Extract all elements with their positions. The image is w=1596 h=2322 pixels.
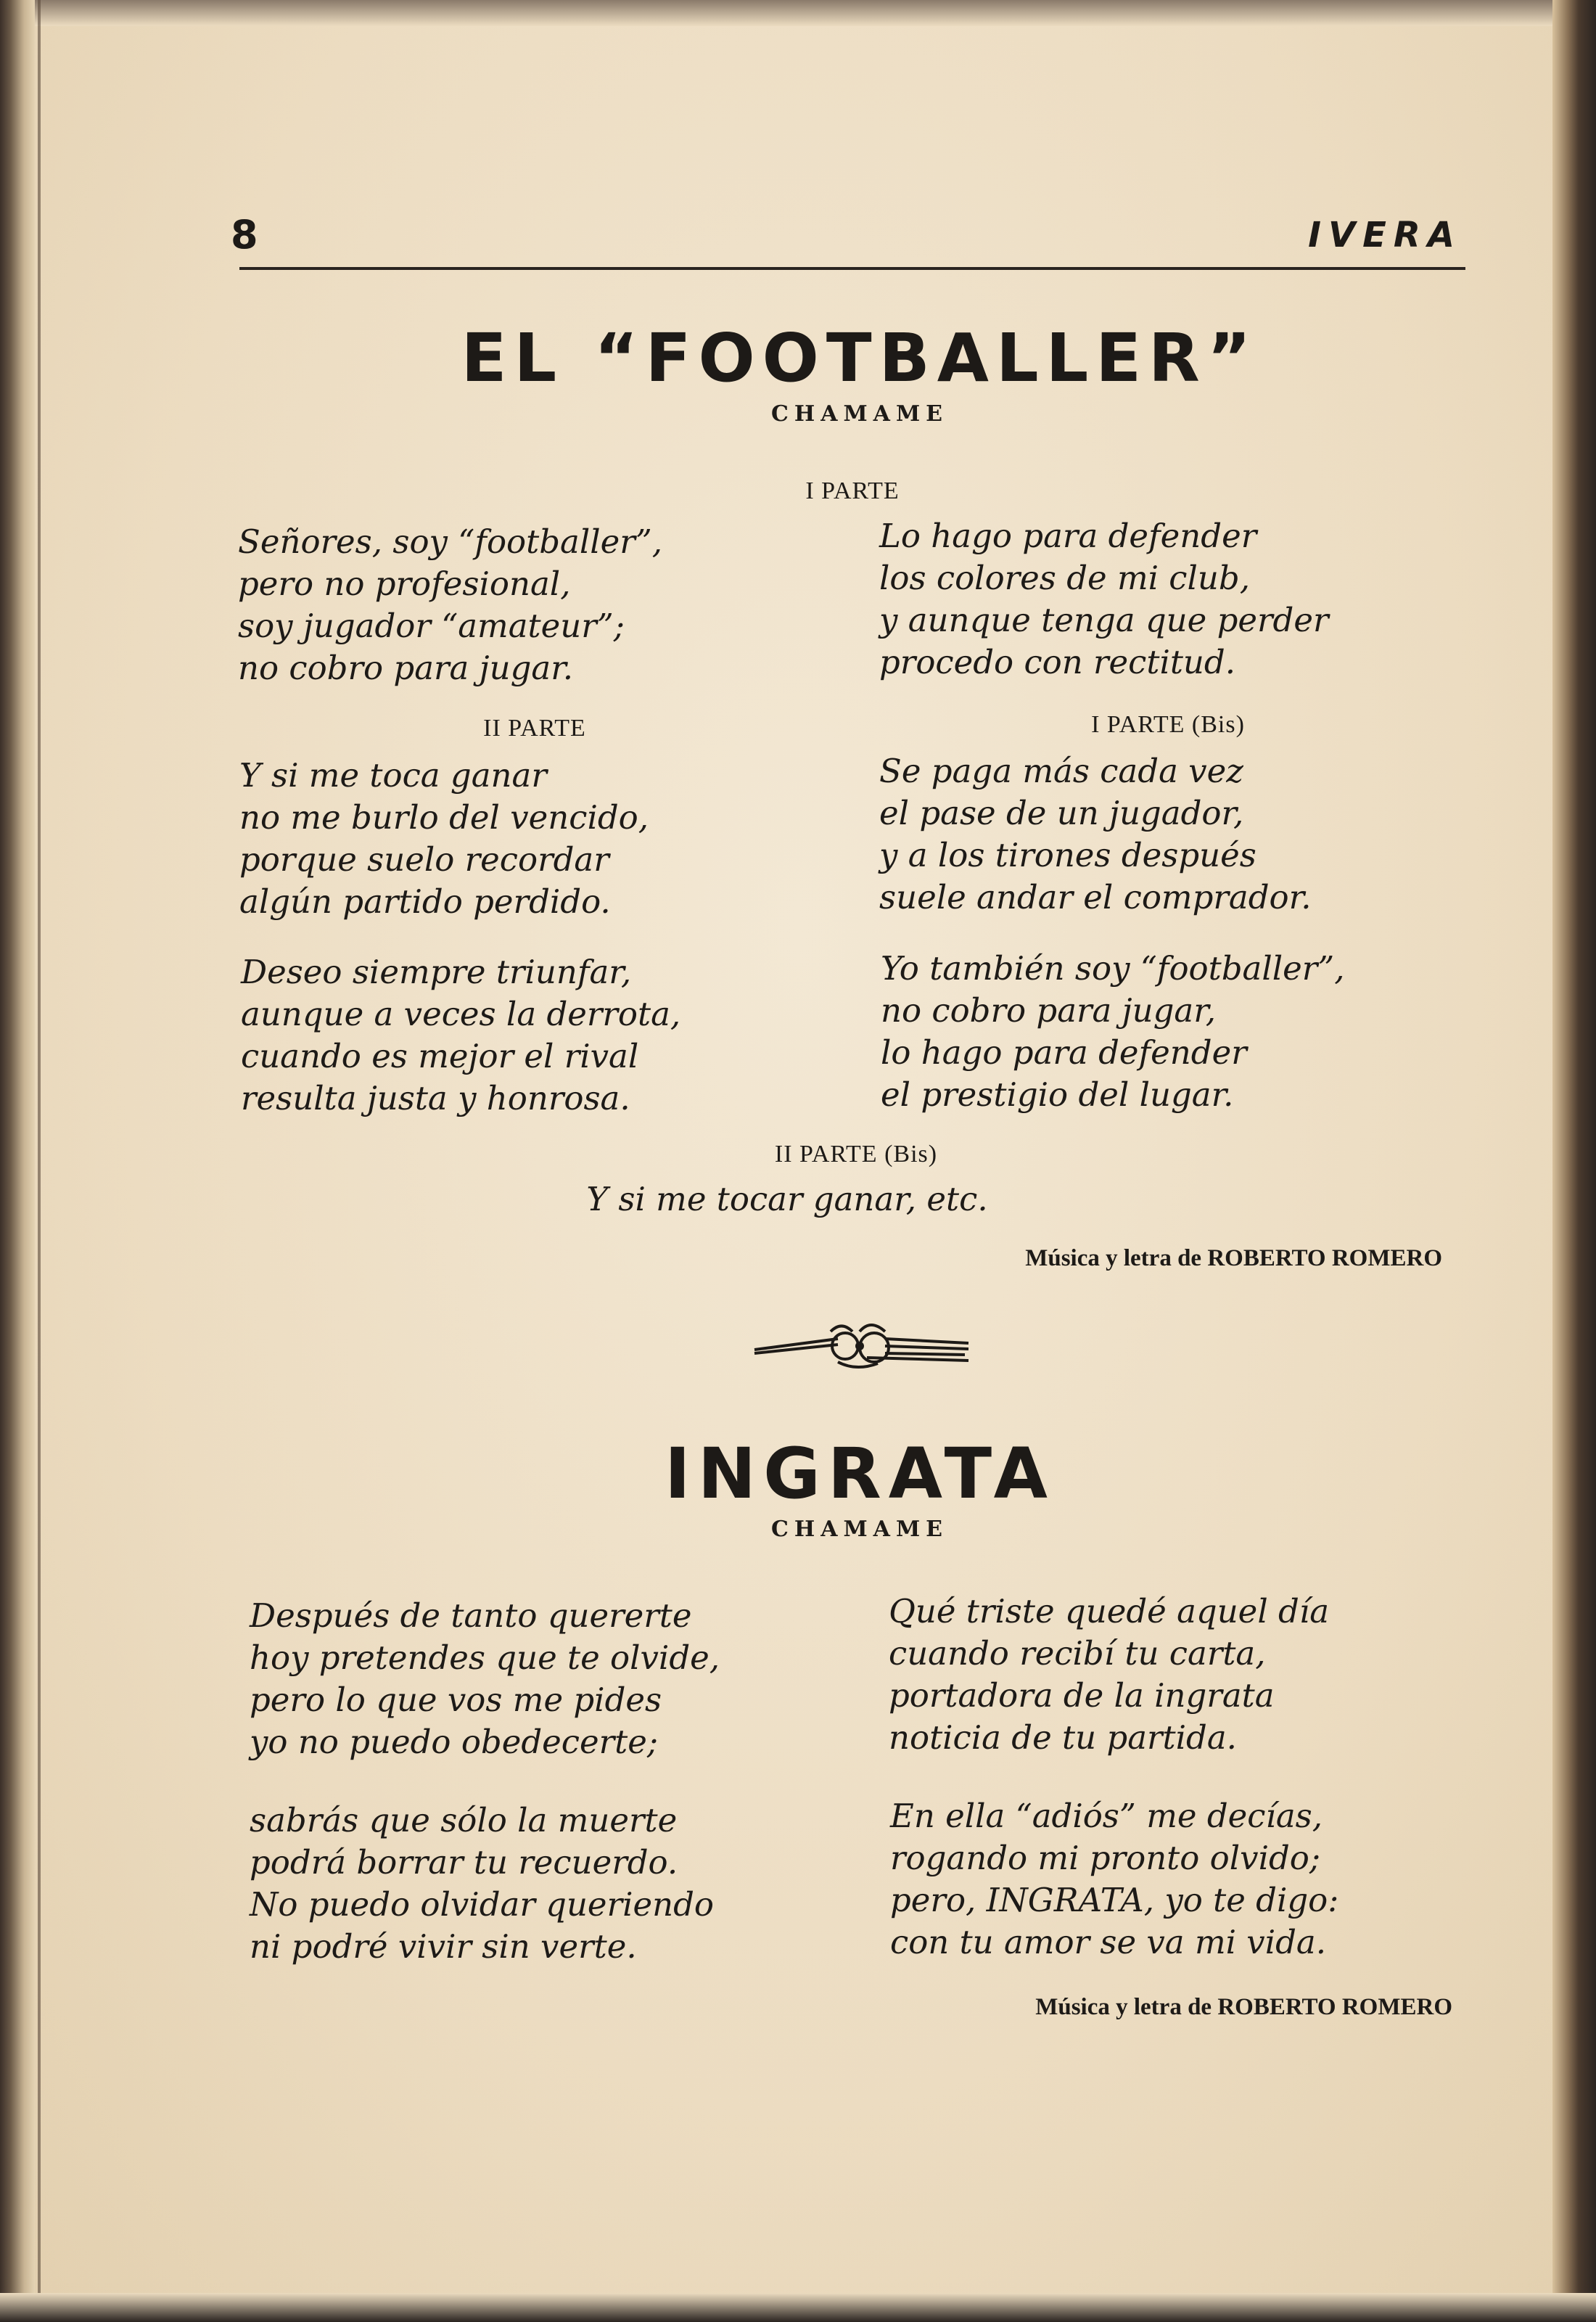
lyric-line: algún partido perdido. (239, 882, 611, 921)
stanza (241, 951, 680, 1120)
lyric-line: Lo hago para defender (879, 517, 1257, 555)
song-credit: Música y letra de ROBERTO ROMERO (1035, 1994, 1452, 2020)
lyric-line: En ella “adiós” me decías, (890, 1797, 1323, 1835)
lyric-line: procedo con rectitud. (879, 643, 1236, 681)
lyric-line: no cobro para jugar, (881, 991, 1217, 1030)
lyric-line: Después de tanto quererte (250, 1596, 692, 1635)
stanza (239, 755, 649, 923)
page-edge-bottom (0, 2293, 1596, 2322)
lyric-line: portadora de la ingrata (889, 1676, 1275, 1715)
lyric-line: sabrás que sólo la muerte (250, 1801, 678, 1839)
song-title: INGRATA (665, 1433, 1055, 1514)
stanza (250, 1595, 720, 1763)
page-edge-top (0, 0, 1596, 26)
stanza (879, 750, 1312, 919)
lyric-line: No puedo olvidar queriendo (250, 1885, 714, 1924)
lyric-line: ni podré vivir sin verte. (250, 1927, 637, 1966)
lyric-line: yo no puedo obedecerte; (250, 1723, 659, 1761)
floral-divider-icon (751, 1317, 972, 1378)
lyric-line: pero, INGRATA, yo te digo: (890, 1881, 1339, 1919)
song-title: EL “FOOTBALLER” (461, 319, 1259, 397)
lyric-line: el prestigio del lugar. (881, 1075, 1234, 1114)
song-genre: CHAMAME (770, 401, 949, 427)
lyric-line: soy jugador “amateur”; (238, 607, 625, 645)
refrain-line: Y si me tocar ganar, etc. (586, 1180, 988, 1218)
stanza (879, 515, 1329, 684)
lyric-line: porque suelo recordar (239, 840, 609, 879)
lyric-line: hoy pretendes que te olvide, (250, 1638, 720, 1677)
section-heading-ii-parte-bis: II PARTE (Bis) (774, 1141, 938, 1168)
lyric-line: pero no profesional, (238, 565, 571, 603)
stanza (881, 948, 1345, 1116)
stanza (250, 1800, 714, 1968)
page-number: 8 (231, 212, 258, 258)
song-credit: Música y letra de ROBERTO ROMERO (1025, 1245, 1442, 1271)
lyric-line: resulta justa y honrosa. (241, 1079, 630, 1117)
lyric-line: Yo también soy “footballer”, (881, 949, 1345, 988)
stanza (238, 521, 662, 689)
lyric-line: pero lo que vos me pides (250, 1681, 662, 1719)
song-genre: CHAMAME (770, 1517, 949, 1542)
lyric-line: con tu amor se va mi vida. (890, 1923, 1327, 1961)
lyric-line: podrá borrar tu recuerdo. (250, 1843, 678, 1882)
lyric-line: el pase de un jugador, (879, 794, 1244, 832)
section-heading-ii-parte: II PARTE (483, 715, 586, 742)
lyric-line: Y si me toca ganar (239, 756, 547, 795)
section-heading-i-parte: I PARTE (805, 477, 900, 504)
lyric-line: cuando recibí tu carta, (889, 1634, 1266, 1673)
lyric-line: aunque a veces la derrota, (241, 995, 681, 1033)
lyric-line: Deseo siempre triunfar, (241, 953, 632, 991)
lyric-line: Señores, soy “footballer”, (238, 522, 663, 561)
lyric-line: Qué triste quedé aquel día (889, 1592, 1330, 1630)
lyric-line: lo hago para defender (881, 1033, 1247, 1072)
lyric-line: y a los tirones después (879, 836, 1256, 874)
header-rule (239, 267, 1465, 270)
lyric-line: noticia de tu partida. (889, 1718, 1237, 1757)
lyric-line: rogando mi pronto olvido; (890, 1839, 1321, 1877)
lyric-line: cuando es mejor el rival (241, 1037, 639, 1075)
lyric-line: no me burlo del vencido, (239, 798, 649, 837)
section-heading-i-parte-bis: I PARTE (Bis) (1091, 711, 1245, 738)
lyric-line: y aunque tenga que perder (879, 601, 1329, 639)
stanza (890, 1795, 1338, 1964)
lyric-line: Se paga más cada vez (879, 752, 1243, 790)
running-title: IVERA (1308, 215, 1462, 255)
lyric-line: suele andar el comprador. (879, 878, 1312, 916)
lyric-line: los colores de mi club, (879, 559, 1250, 597)
lyric-line: no cobro para jugar. (238, 649, 574, 687)
stanza (889, 1591, 1329, 1759)
